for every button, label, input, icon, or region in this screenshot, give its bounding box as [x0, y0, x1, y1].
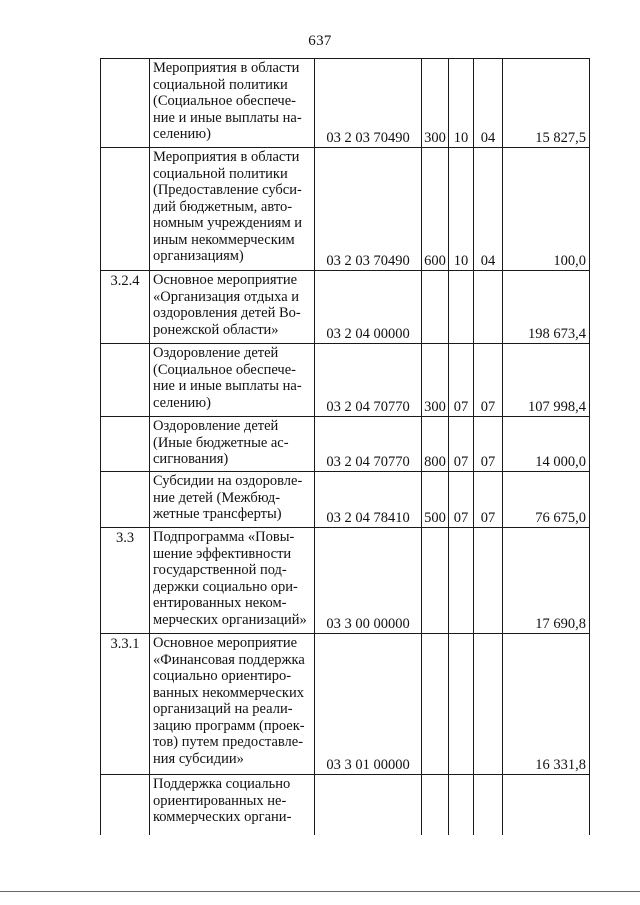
table-row [101, 148, 590, 271]
row-amount: 198 673,4 [503, 271, 590, 344]
row-number: 3.2.4 [101, 271, 150, 344]
row-name: Оздоровление детей (Иные бюджетные ас-сигнования) [150, 417, 315, 472]
row-subsection [474, 271, 503, 344]
row-code: 03 2 03 70490 [315, 59, 422, 148]
row-name: Мероприятия в области социальной политики (Социальное обеспече-ние и иные выплаты на-селению) [150, 59, 315, 148]
row-subsection [474, 528, 503, 634]
row-section [449, 528, 474, 634]
row-expense-type: 300 [422, 344, 449, 417]
table-row [101, 634, 590, 775]
row-expense-type [422, 775, 449, 835]
row-code: 03 2 04 70770 [315, 344, 422, 417]
row-expense-type: 800 [422, 417, 449, 472]
row-section: 07 [449, 417, 474, 472]
row-section [449, 775, 474, 835]
row-subsection: 07 [474, 417, 503, 472]
row-name: Оздоровление детей (Социальное обеспече-ние и иные выплаты на-селению) [150, 344, 315, 417]
row-expense-type: 300 [422, 59, 449, 148]
row-number: 3.3.1 [101, 634, 150, 775]
row-code: 03 2 04 78410 [315, 472, 422, 528]
row-number [101, 148, 150, 271]
row-name: Основное мероприятие «Организация отдыха и оздоровления детей Во-ронежской области» [150, 271, 315, 344]
row-number [101, 344, 150, 417]
row-code: 03 2 04 00000 [315, 271, 422, 344]
row-number: 3.3 [101, 528, 150, 634]
footer-divider [0, 891, 640, 892]
table-row [101, 417, 590, 472]
table-row [101, 344, 590, 417]
row-name: Поддержка социально ориентированных не-коммерческих органи- [150, 775, 315, 835]
row-number [101, 472, 150, 528]
row-subsection: 04 [474, 59, 503, 148]
row-section: 07 [449, 472, 474, 528]
row-code [315, 775, 422, 835]
row-section [449, 634, 474, 775]
row-expense-type: 500 [422, 472, 449, 528]
row-expense-type [422, 271, 449, 344]
row-name: Субсидии на оздоровле-ние детей (Межбюд-жетные трансферты) [150, 472, 315, 528]
row-expense-type: 600 [422, 148, 449, 271]
table-row [101, 59, 590, 148]
row-number [101, 417, 150, 472]
row-subsection: 07 [474, 344, 503, 417]
row-amount: 107 998,4 [503, 344, 590, 417]
budget-table [100, 58, 590, 835]
row-amount: 17 690,8 [503, 528, 590, 634]
row-section: 07 [449, 344, 474, 417]
row-amount: 76 675,0 [503, 472, 590, 528]
row-subsection [474, 775, 503, 835]
row-section: 10 [449, 148, 474, 271]
table-row [101, 775, 590, 835]
row-code: 03 2 04 70770 [315, 417, 422, 472]
row-number [101, 59, 150, 148]
row-name: Подпрограмма «Повы-шение эффективности государственной под-держки социально ори-ентированных неком-мерческих организаций» [150, 528, 315, 634]
row-number [101, 775, 150, 835]
row-code: 03 2 03 70490 [315, 148, 422, 271]
row-amount: 100,0 [503, 148, 590, 271]
row-section: 10 [449, 59, 474, 148]
row-expense-type [422, 528, 449, 634]
table-row [101, 271, 590, 344]
row-amount [503, 775, 590, 835]
row-code: 03 3 00 00000 [315, 528, 422, 634]
row-code: 03 3 01 00000 [315, 634, 422, 775]
table-row [101, 472, 590, 528]
row-section [449, 271, 474, 344]
row-amount: 14 000,0 [503, 417, 590, 472]
row-name: Мероприятия в области социальной политики (Предоставление субси-дий бюджетным, авто-номным учреждениям и иным некоммерческим организациям) [150, 148, 315, 271]
row-name: Основное мероприятие «Финансовая поддержка социально ориентиро-ванных некоммерческих организаций на реали-зацию программ (проек-тов) путем предоставле-ния субсидии» [150, 634, 315, 775]
page-number: 637 [308, 33, 332, 49]
row-amount: 16 331,8 [503, 634, 590, 775]
row-subsection: 07 [474, 472, 503, 528]
row-expense-type [422, 634, 449, 775]
row-amount: 15 827,5 [503, 59, 590, 148]
row-subsection [474, 634, 503, 775]
row-subsection: 04 [474, 148, 503, 271]
table-row [101, 528, 590, 634]
